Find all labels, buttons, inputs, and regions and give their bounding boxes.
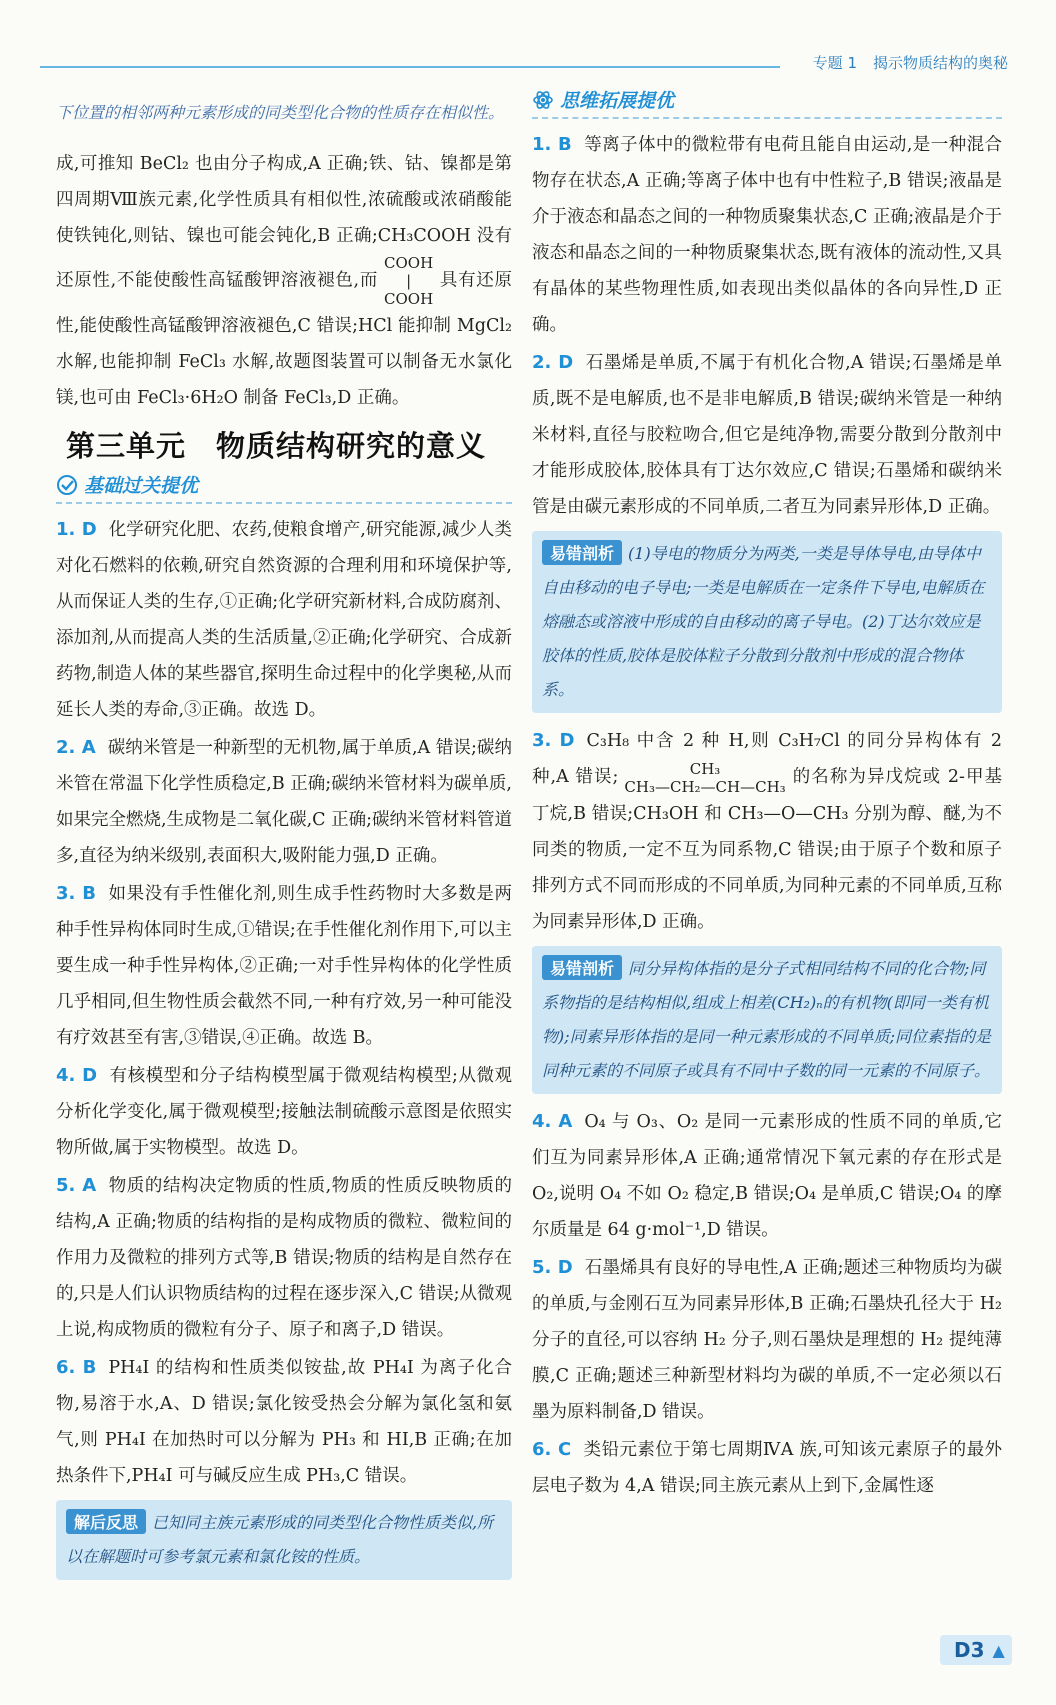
handwritten-note: 下位置的相邻两种元素形成的同类型化合物的性质存在相似性。 [56,103,505,122]
answer-item: 4. D 有核模型和分子结构模型属于微观结构模型;从微观分析化学变化,属于微观模型;接触法制硫酸示意图是依照实物所做,属于实物模型。故选 D。 [56,1065,512,1158]
answer-item: 1. B 等离子体中的微粒带有电荷且能自由运动,是一种混合物存在状态,A 正确;等离子体中也有中性粒子,B 错误;液晶是介于液态和晶态之间的一种物质聚集状态,C 正确;液晶是介于液态和晶态之间的一种物质聚集状态,既有液体的流动性,又具有晶体的某些物理性质,如表现出类似晶体的各向异性,D 正确。 [532,134,1002,335]
arrow-up-icon: ▲ [992,1640,1005,1660]
header-rule [40,66,780,68]
answer-list-left [56,512,512,1494]
answer-item: 4. A O₄ 与 O₃、O₂ 是同一元素形成的性质不同的单质,它们互为同素异形体,A 正确;通常情况下氧元素的存在形式是 O₂,说明 O₄ 不如 O₂ 稳定,B 错误;O₄ 是单质,C 错误;O₄ 的摩尔质量是 64 g·mol⁻¹,D 错误。 [532,1110,1002,1240]
oxalic-acid-formula: COOH | COOH [384,254,434,308]
unit-title: 第三单元 物质结构研究的意义 [66,429,487,463]
error-analysis-note-1 [532,531,1002,713]
note-tag: 解后反思 [66,1509,146,1534]
running-header [813,52,1008,73]
note-tag: 易错剖析 [542,955,622,980]
intro-paragraph: 成,可推知 BeCl₂ 也由分子构成,A 正确;铁、钴、镍都是第四周期Ⅷ族元素,化学性质具有相似性,浓硫酸或浓硝酸能使铁钝化,则钴、镍也可能会钝化,B 正确;CH₃COOH 没有还原性,不能使酸性高锰酸钾溶液褪色,而COOH | COOH具有还原性,能使酸性高锰酸钾溶液褪色,C 错误;HCl 能抑制 MgCl₂ 水解,也能抑制 FeCl₃ 水解,故题图装置可以制备无水氯化镁,也可由 FeCl₃·6H₂O 制备 FeCl₃,D 正确。 [56,154,513,408]
answer-item: 5. D 石墨烯具有良好的导电性,A 正确;题述三种物质均为碳的单质,与金刚石互为同素异形体,B 正确;石墨炔孔径大于 H₂ 分子的直径,可以容纳 H₂ 分子,则石墨炔是理想的 H₂ 提纯薄膜,C 正确;题述三种新型材料均为碳的单质,不一定必须以石墨为原料制备,D 错误。 [532,1256,1002,1422]
check-icon [56,474,78,496]
answer-item: 1. D 化学研究化肥、农药,使粮食增产,研究能源,减少人类对化石燃料的依赖,研究自然资源的合理利用和环境保护等,从而保证人类的生存,①正确;化学研究新材料,合成防腐剂、添加剂,从而提高人类的生活质量,②正确;化学研究、合成新药物,制造人体的某些器官,探明生命过程中的化学奥秘,从而延长人类的寿命,③正确。故选 D。 [56,519,512,720]
answer-item: 6. B PH₄I 的结构和性质类似铵盐,故 PH₄I 为离子化合物,易溶于水,A、D 错误;氯化铵受热会分解为氯化氢和氨气,则 PH₄I 在加热时可以分解为 PH₃ 和 HI,B 正确;在加热条件下,PH₄I 可与碱反应生成 PH₃,C 错误。 [56,1357,512,1486]
note-text: 同分异构体指的是分子式相同结构不同的化合物;同系物指的是结构相似,组成上相差(CH₂)ₙ的有机物(即同一类有机物);同素异形体指的是同一种元素形成的不同单质;同位素指的是同种元素的不同原子或具有不同中子数的同一元素的不同原子。 [542,958,992,1080]
header-title: 揭示物质结构的奥秘 [872,54,1008,72]
answer-item: 3. B 如果没有手性催化剂,则生成手性药物时大多数是两种手性异构体同时生成,①错误;在手性催化剂作用下,可以主要生成一种手性异构体,②正确;一对手性异构体的化学性质几乎相同,但生物性质会截然不同,一种有疗效,另一种可能没有疗效甚至有害,③错误,④正确。故选 B。 [56,883,512,1048]
answer-item: 6. C 类铅元素位于第七周期ⅣA 族,可知该元素原子的最外层电子数为 4,A 错误;同主族元素从上到下,金属性逐 [532,1438,1003,1496]
answer-item: 2. A 碳纳米管是一种新型的无机物,属于单质,A 错误;碳纳米管在常温下化学性质稳定,B 正确;碳纳米管材料为碳单质,如果完全燃烧,生成物是二氧化碳,C 正确;碳纳米管材料管道多,直径为纳米级别,表面积大,吸附能力强,D 正确。 [56,737,512,866]
answer-item: 2. D 石墨烯是单质,不属于有机化合物,A 错误;石墨烯是单质,既不是电解质,也不是非电解质,B 错误;碳纳米管是一种纳米材料,直径与胶粒吻合,但它是纯净物,需要分散到分散剂中才能形成胶体,胶体具有丁达尔效应,C 错误;石墨烯和碳纳米管是由碳元素形成的不同单质,二者互为同素异形体,D 正确。 [532,352,1002,517]
isopentane-formula: CH₃ CH₃—CH₂—CH—CH₃ [624,759,786,796]
atom-icon [532,89,554,111]
note-text: (1)导电的物质分为两类,一类是导体导电,由导体中自由移动的电子导电;一类是电解质在一定条件下导电,电解质在熔融态或溶液中形成的自由移动的离子导电。(2)丁达尔效应是胶体的性质,胶体是胶体粒子分散到分散剂中形成的混合物体系。 [542,544,985,699]
section-basic: 基础过关提优 [56,471,512,504]
page-number: D3 ▲ [940,1635,1012,1665]
note-tag: 易错剖析 [542,540,622,565]
right-column [532,80,1002,1506]
reflection-note [56,1500,512,1580]
error-analysis-note-2 [532,946,1002,1094]
answer-item-structure: 3. D C₃H₈ 中含 2 种 H,则 C₃H₇Cl 的同分异构体有 2 种,A 错误; CH₃ CH₃—CH₂—CH—CH₃ 的名称为异戊烷或 2-甲基丁烷,B 错误;CH₃OH 和 CH₃—O—CH₃ 分别为醇、醚,为不同类的物质,一定不互为同系物,C 错误;由于原子个数和原子排列方式不同而形成的不同单质,为同种元素的不同单质,互称为同素异形体,D 正确。 [532,730,1002,932]
note-text: 已知同主族元素形成的同类型化合物性质类似,所以在解题时可参考氯元素和氯化铵的性质。 [66,1513,494,1566]
answer-item: 5. A 物质的结构决定物质的性质,物质的性质反映物质的结构,A 正确;物质的结构指的是构成物质的微粒、微粒间的作用力及微粒的排列方式等,B 错误;物质的结构是自然存在的,只是人们认识物质结构的过程在逐步深入,C 错误;从微观上说,构成物质的微粒有分子、原子和离子,D 错误。 [56,1175,512,1340]
left-column [56,80,512,1590]
section-extended: 思维拓展提优 [532,86,1002,119]
header-topic: 专题 1 [812,54,857,72]
